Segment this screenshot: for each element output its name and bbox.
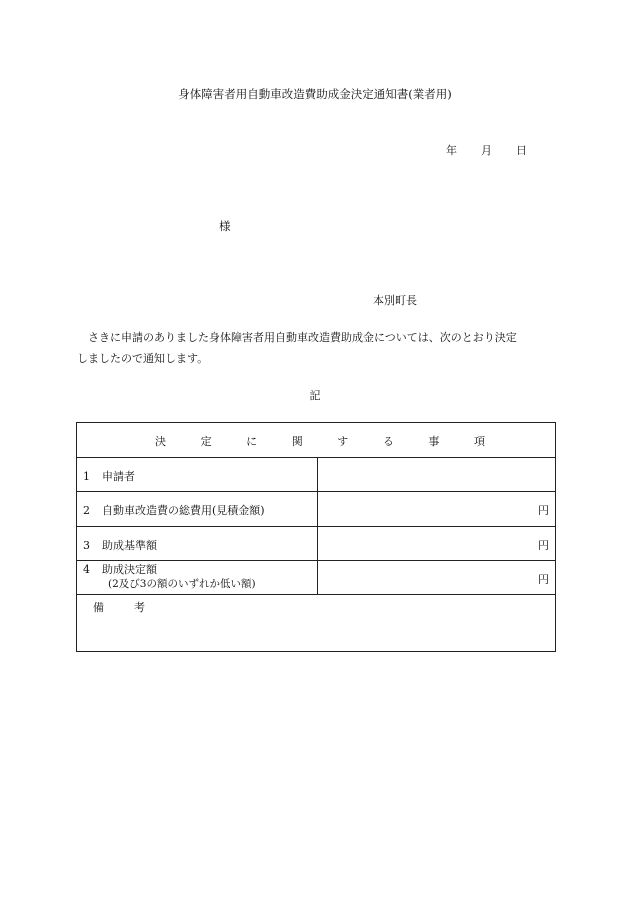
table-header	[155, 433, 485, 449]
header-char: 事	[428, 435, 440, 448]
header-char: 決	[155, 435, 166, 448]
decision-table	[76, 422, 556, 652]
header-char: 定	[200, 435, 212, 448]
issuer-name: 本別町長	[373, 294, 417, 307]
table-header-row	[77, 423, 555, 458]
document-title: 身体障害者用自動車改造費助成金決定通知書(業者用)	[178, 87, 452, 101]
record-mark: 記	[309, 389, 321, 402]
yen-unit: 円	[538, 504, 549, 517]
row-label-text: 助成基準額	[102, 539, 157, 552]
row-number: 4	[83, 563, 90, 576]
remarks-label	[93, 599, 145, 615]
row-number: 2	[83, 504, 90, 517]
table-row-base-amount	[77, 527, 555, 561]
header-char: 項	[473, 435, 485, 448]
yen-unit: 円	[538, 573, 549, 586]
row-label	[83, 563, 256, 591]
row-note: (2及び3の額のいずれか低い額)	[108, 578, 256, 590]
remarks-char: 考	[134, 601, 145, 614]
row-label-text: 助成決定額	[102, 563, 157, 576]
row-number: 3	[83, 539, 90, 552]
row-label-text: 申請者	[102, 470, 135, 483]
notice-body	[77, 327, 557, 369]
yen-unit: 円	[538, 539, 549, 552]
notice-body-line-2: しましたので通知します。	[77, 352, 209, 365]
remarks-char: 備	[93, 601, 104, 614]
table-row-applicant	[77, 458, 555, 492]
addressee-suffix: 様	[219, 219, 231, 233]
date-day-label: 日	[516, 144, 527, 157]
row-label-text: 自動車改造費の総費用(見積金額)	[102, 504, 265, 517]
row-label	[83, 502, 265, 518]
header-char: す	[337, 435, 349, 448]
table-row-decided-amount	[77, 561, 555, 595]
header-char: 関	[291, 435, 303, 448]
header-char: に	[246, 435, 258, 448]
row-label	[83, 468, 135, 484]
header-char: る	[382, 435, 394, 448]
date-month-label: 月	[481, 144, 492, 157]
date-year-label: 年	[446, 144, 457, 157]
row-label	[83, 537, 157, 553]
remarks-row	[77, 595, 555, 651]
notice-body-line-1: さきに申請のありました身体障害者用自動車改造費助成金については、次のとおり決定	[88, 331, 517, 344]
column-divider	[317, 458, 318, 595]
row-number: 1	[83, 470, 90, 483]
table-row-total-cost	[77, 492, 555, 527]
